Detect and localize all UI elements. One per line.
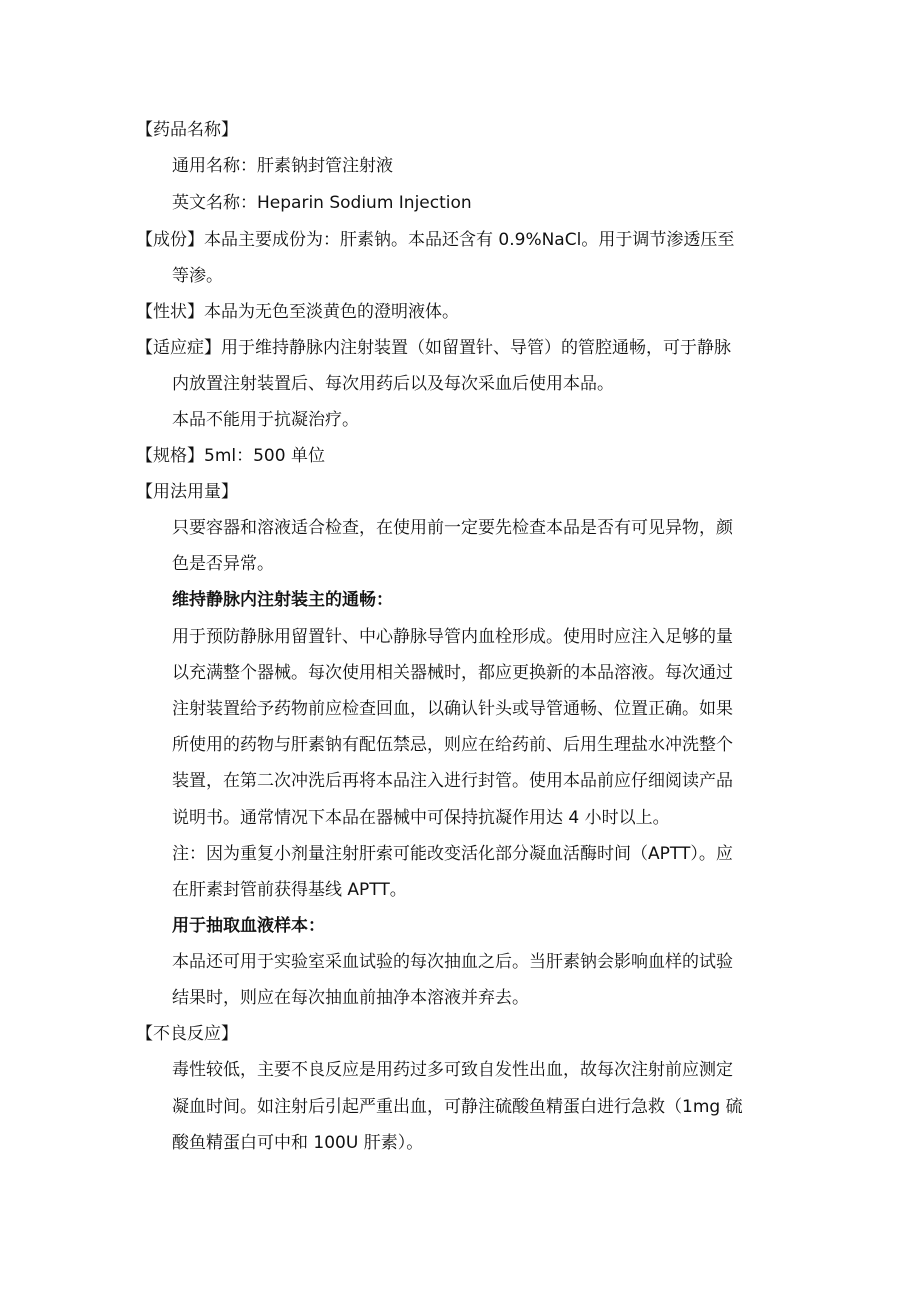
patency-paragraph-line: 注射装置给予药物前应检查回血，以确认针头或导管通畅、位置正确。如果 <box>172 699 733 719</box>
indication-continuation-line: 内放置注射装置后、每次用药后以及每次采血后使用本品。 <box>172 374 614 394</box>
section-heading-drug-name: 【药品名称】 <box>136 120 238 140</box>
adverse-paragraph-line: 酸鱼精蛋白可中和 100U 肝素）。 <box>172 1133 424 1153</box>
section-heading-dosage: 【用法用量】 <box>136 482 238 502</box>
dosage-paragraph-line: 只要容器和溶液适合检查，在使用前一定要先检查本品是否有可见异物，颜 <box>172 518 733 538</box>
adverse-paragraph-line: 毒性较低，主要不良反应是用药过多可致自发性出血，故每次注射前应测定 <box>172 1060 733 1080</box>
section-heading-adverse-reactions: 【不良反应】 <box>136 1024 238 1044</box>
adverse-paragraph-line: 凝血时间。如注射后引起严重出血，可静注硫酸鱼精蛋白进行急救（1mg 硫 <box>172 1097 743 1117</box>
patency-paragraph-line: 装置，在第二次冲洗后再将本品注入进行封管。使用本品前应仔细阅读产品 <box>172 771 733 791</box>
sampling-paragraph-line: 本品还可用于实验室采血试验的每次抽血之后。当肝素钠会影响血样的试验 <box>172 952 733 972</box>
dosage-paragraph-line: 色是否异常。 <box>172 554 274 574</box>
note-paragraph-line: 在肝素封管前获得基线 APTT。 <box>172 880 407 900</box>
indication-note-line: 本品不能用于抗凝治疗。 <box>172 410 359 430</box>
appearance-line: 【性状】本品为无色至淡黄色的澄明液体。 <box>136 302 459 322</box>
subheading-blood-sampling: 用于抽取血液样本： <box>172 916 325 936</box>
patency-paragraph-line: 所使用的药物与肝素钠有配伍禁忌，则应在给药前、后用生理盐水冲洗整个 <box>172 735 733 755</box>
specification-line: 【规格】5ml：500 单位 <box>136 446 325 466</box>
subheading-maintain-patency: 维持静脉内注射装主的通畅： <box>172 590 393 610</box>
indication-line: 【适应症】用于维持静脉内注射装置（如留置针、导管）的管腔通畅，可于静脉 <box>136 338 731 358</box>
composition-line: 【成份】本品主要成份为：肝素钠。本品还含有 0.9%NaCl。用于调节渗透压至 <box>136 230 735 250</box>
sampling-paragraph-line: 结果时，则应在每次抽血前抽净本溶液并弃去。 <box>172 988 529 1008</box>
generic-name-line: 通用名称：肝素钠封管注射液 <box>172 156 393 176</box>
patency-paragraph-line: 以充满整个器械。每次使用相关器械时，都应更换新的本品溶液。每次通过 <box>172 663 733 683</box>
note-paragraph-line: 注：因为重复小剂量注射肝索可能改变活化部分凝血活酶时间（APTT）。应 <box>172 844 733 864</box>
composition-continuation-line: 等渗。 <box>172 266 223 286</box>
english-name-line: 英文名称：Heparin Sodium Injection <box>172 193 472 213</box>
patency-paragraph-line: 用于预防静脉用留置针、中心静脉导管内血栓形成。使用时应注入足够的量 <box>172 627 733 647</box>
patency-paragraph-line: 说明书。通常情况下本品在器械中可保持抗凝作用达 4 小时以上。 <box>172 808 670 828</box>
